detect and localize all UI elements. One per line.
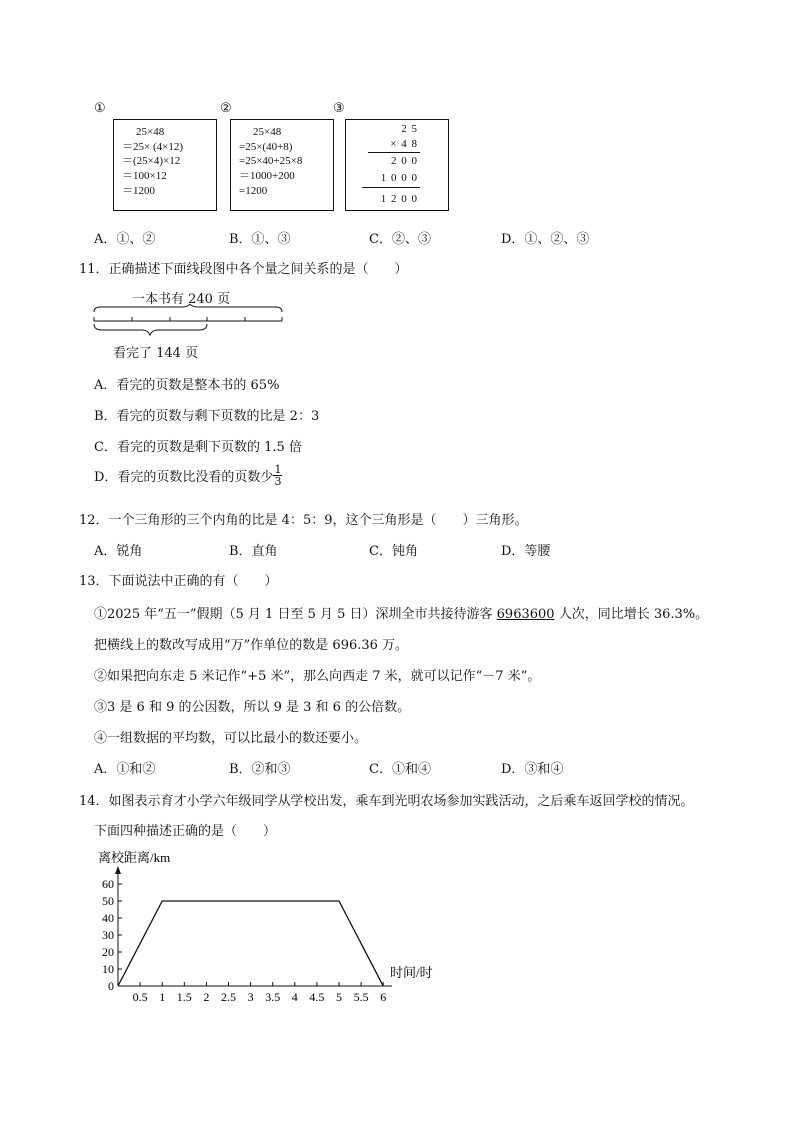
x-axis-label: 时间/时 bbox=[390, 965, 433, 980]
bottom-brace bbox=[94, 324, 207, 335]
calc-line: =25×40+25×8 bbox=[239, 155, 303, 167]
x-tick-label: 2 bbox=[203, 990, 210, 1004]
calc-line: × 4 8 bbox=[390, 138, 418, 150]
y-tick-label: 0 bbox=[108, 979, 114, 993]
fraction-numerator: 1 bbox=[274, 463, 282, 476]
fraction-denominator: 3 bbox=[274, 475, 282, 488]
calc-box-3 bbox=[345, 119, 449, 211]
y-tick-label: 20 bbox=[102, 945, 114, 959]
q11-bottom-label: 看完了 144 页 bbox=[113, 346, 199, 361]
x-tick-label: 4 bbox=[291, 990, 298, 1004]
calc-line: 1 0 0 0 bbox=[380, 172, 418, 184]
calc-line: 1 2 0 0 bbox=[380, 193, 418, 205]
q13-stem: 13．下面说法中正确的有（ ） bbox=[79, 574, 278, 589]
q11-top-label: 一本书有 240 页 bbox=[132, 292, 231, 307]
q13-s1-number: 6963600 bbox=[496, 607, 555, 622]
q12-stem: 12．一个三角形的三个内角的比是 4：5：9，这个三角形是（ ）三角形。 bbox=[79, 513, 528, 528]
q11-option-c[interactable]: C．看完的页数是剩下页数的 1.5 倍 bbox=[94, 440, 302, 455]
calc-line: 2 5 bbox=[401, 123, 418, 135]
segment-diagram bbox=[90, 304, 290, 344]
q12-option-b[interactable]: B．直角 bbox=[229, 544, 278, 559]
q11-option-d-text: D．看完的页数比没看的页数少 bbox=[94, 470, 274, 485]
y-tick-label: 10 bbox=[102, 962, 114, 976]
x-tick-label: 5.5 bbox=[353, 990, 369, 1004]
q10-option-c[interactable]: C．②、③ bbox=[369, 232, 431, 247]
q13-statement-2: ②如果把向东走 5 米记作“+5 米”，那么向西走 7 米，就可以记作“－7 米”。 bbox=[94, 669, 541, 684]
x-tick-label: 2.5 bbox=[221, 990, 236, 1004]
calc-line: =25×(40+8) bbox=[239, 141, 293, 153]
calc-line: ＝25× (4×12) bbox=[122, 141, 183, 153]
calc-line: ＝1000+200 bbox=[239, 170, 295, 182]
calc-line: ＝(25×4)×12 bbox=[122, 155, 181, 167]
q10-option-a[interactable]: A．①、② bbox=[94, 232, 156, 247]
y-tick-label: 50 bbox=[102, 894, 114, 908]
q12-option-d[interactable]: D．等腰 bbox=[501, 544, 551, 559]
distance-time-chart bbox=[80, 840, 460, 1020]
q11-stem: 11．正确描述下面线段图中各个量之间关系的是（ ） bbox=[79, 262, 408, 277]
option-label-1: ① bbox=[94, 101, 106, 116]
q12-option-a[interactable]: A．锐角 bbox=[94, 544, 143, 559]
q13-s1-post: 人次，同比增长 36.3%。 bbox=[554, 607, 709, 622]
q14-stem: 14．如图表示育才小学六年级同学从学校出发，乘车到光明农场参加实践活动，之后乘车返回学校的情况。 bbox=[79, 794, 694, 809]
y-tick-label: 30 bbox=[102, 928, 114, 942]
x-tick-label: 4.5 bbox=[309, 990, 325, 1004]
divider bbox=[362, 187, 420, 188]
q10-option-b[interactable]: B．①、③ bbox=[229, 232, 291, 247]
y-tick-label: 60 bbox=[102, 877, 114, 891]
q11-option-b[interactable]: B．看完的页数与剩下页数的比是 2：3 bbox=[94, 409, 320, 424]
q13-statement-4: ④一组数据的平均数，可以比最小的数还要小。 bbox=[94, 731, 368, 746]
x-tick-label: 3.5 bbox=[265, 990, 281, 1004]
q13-statement-3: ③3 是 6 和 9 的公因数，所以 9 是 3 和 6 的公倍数。 bbox=[94, 700, 411, 715]
calc-line: 25×48 bbox=[253, 126, 282, 138]
top-brace bbox=[94, 304, 282, 312]
calc-line: ＝100×12 bbox=[122, 170, 167, 182]
q13-option-d[interactable]: D．③和④ bbox=[501, 762, 564, 777]
x-tick-label: 3 bbox=[247, 990, 254, 1004]
q13-statement-1-line2: 把横线上的数改写成用“万”作单位的数是 696.36 万。 bbox=[94, 638, 409, 653]
x-tick-label: 5 bbox=[336, 990, 342, 1004]
y-axis-label: 离校距离/km bbox=[98, 850, 171, 865]
option-label-2: ② bbox=[220, 101, 232, 116]
calc-box-1 bbox=[113, 119, 217, 211]
calc-line: ＝1200 bbox=[122, 185, 155, 197]
y-tick-label: 40 bbox=[102, 911, 114, 925]
divider bbox=[368, 152, 420, 153]
q13-statement-1 bbox=[94, 603, 708, 622]
q13-option-b[interactable]: B．②和③ bbox=[229, 762, 291, 777]
calc-line: =1200 bbox=[239, 185, 268, 197]
q11-option-d[interactable] bbox=[94, 464, 282, 487]
x-tick-label: 6 bbox=[380, 990, 387, 1004]
option-label-3: ③ bbox=[333, 101, 345, 116]
x-tick-label: 0.5 bbox=[132, 990, 148, 1004]
x-tick-label: 1 bbox=[159, 990, 166, 1004]
y-axis-arrow bbox=[115, 866, 121, 874]
q10-option-d[interactable]: D．①、②、③ bbox=[501, 232, 590, 247]
calc-box-2 bbox=[230, 119, 334, 211]
fraction bbox=[273, 464, 282, 487]
q13-s1-pre: ①2025 年“五一”假期（5 月 1 日至 5 月 5 日）深圳全市共接待游客 bbox=[94, 607, 497, 622]
q13-option-a[interactable]: A．①和② bbox=[94, 762, 156, 777]
calc-line: 2 0 0 bbox=[391, 155, 418, 167]
q11-option-a[interactable]: A．看完的页数是整本书的 65% bbox=[94, 378, 280, 393]
calc-line: 25×48 bbox=[136, 126, 165, 138]
q13-option-c[interactable]: C．①和④ bbox=[369, 762, 431, 777]
q12-option-c[interactable]: C．钝角 bbox=[369, 544, 418, 559]
series-line bbox=[118, 901, 383, 986]
x-tick-label: 1.5 bbox=[176, 990, 192, 1004]
q14-stem-2: 下面四种描述正确的是（ ） bbox=[94, 824, 277, 839]
